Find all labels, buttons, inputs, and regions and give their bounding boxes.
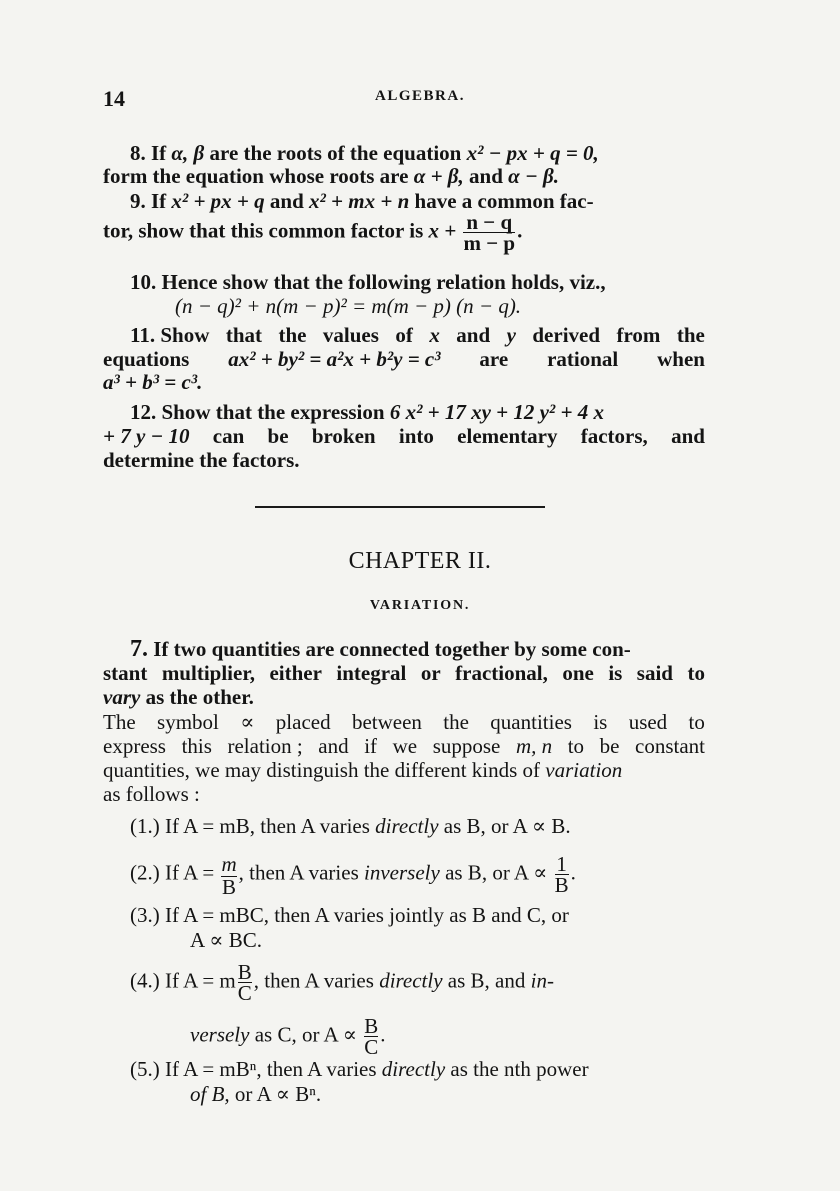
exercise-12-line-1: 12. Show that the expression 6 x² + 17 xy + 12 y² + 4 x bbox=[130, 400, 604, 424]
variation-rule-3-line-2: A ∝ BC. bbox=[190, 928, 262, 952]
variation-rule-4-line-2: versely as C, or A ∝ $\frac{B}{C}$ . bbox=[190, 1014, 386, 1059]
chapter-title: CHAPTER II. bbox=[348, 548, 492, 574]
exercise-11-line-3: a³ + b³ = c³. bbox=[103, 370, 203, 394]
exercise-9-line-1: 9. If x² + px + q and x² + mx + n have a common fac- bbox=[130, 189, 594, 213]
section-divider bbox=[255, 506, 545, 508]
page-number: 14 bbox=[103, 86, 125, 111]
exercise-12-line-2: + 7 y − 10 can be broken into elementary factors, and bbox=[103, 424, 705, 448]
paragraph-7-line-1: 7. If two quantities are connected together by some con- bbox=[130, 636, 631, 662]
variation-rule-5-line-2: of B, or A ∝ Bⁿ. bbox=[190, 1082, 322, 1106]
exercise-11-line-2: equations ax² + by² = a²x + b²y = c³ are rational when bbox=[103, 347, 705, 371]
paragraph-symbol-line-3: quantities, we may distinguish the different kinds of variation bbox=[103, 758, 623, 782]
fraction-1-over-b: $\frac{1}{B}$ bbox=[554, 852, 569, 897]
paragraph-symbol-line-2: express this relation ; and if we suppose m, n to be constant bbox=[103, 734, 705, 758]
exercise-11-line-1: 11. Show that the values of x and y derived from the bbox=[130, 323, 705, 347]
paragraph-7-line-2: stant multiplier, either integral or fractional, one is said to bbox=[103, 661, 705, 685]
variation-rule-1: (1.) If A = mB, then A varies directly as B, or A ∝ B. bbox=[130, 814, 571, 838]
paragraph-symbol-line-1: The symbol ∝ placed between the quantities is used to bbox=[103, 710, 705, 734]
fraction-m-over-b: $\frac{m}{B}$ bbox=[221, 852, 237, 899]
paragraph-7-line-3: vary as the other. bbox=[103, 685, 254, 709]
exercise-10-equation: (n − q)² + n(m − p)² = m(m − p) (n − q). bbox=[175, 294, 522, 318]
running-title: ALGEBRA. bbox=[375, 88, 465, 104]
exercise-9-line-2: tor, show that this common factor is x + $\frac{n - q}{m - p}$ . bbox=[103, 210, 523, 255]
exercise-10-line-1: 10. Hence show that the following relation holds, viz., bbox=[130, 270, 606, 294]
chapter-subtitle: VARIATION. bbox=[369, 598, 471, 613]
variation-rule-5: (5.) If A = mBⁿ, then A varies directly as the nth power bbox=[130, 1057, 589, 1081]
fraction-b-over-c: $\frac{B}{C}$ bbox=[237, 960, 252, 1005]
fraction-n-q-over-m-p: $\frac{n - q}{m - p}$ bbox=[463, 210, 516, 255]
paragraph-symbol-line-4: as follows : bbox=[103, 782, 200, 806]
exercise-8-line-1: 8. If α, β are the roots of the equation x² − px + q = 0, bbox=[130, 141, 599, 165]
variation-rule-4: (4.) If A = m $\frac{B}{C}$ , then A varies directly as B, and in- bbox=[130, 960, 554, 1005]
exercise-12-line-3: determine the factors. bbox=[103, 448, 300, 472]
variation-rule-3: (3.) If A = mBC, then A varies jointly as B and C, or bbox=[130, 903, 569, 927]
variation-rule-2: (2.) If $A = \frac{m}{B}$ , then A varies inversely as B, or A ∝ $\frac{1}{B}$ . bbox=[130, 852, 576, 899]
exercise-8-line-2: form the equation whose roots are α + β, and α − β. bbox=[103, 164, 560, 188]
fraction-b-over-c-2: $\frac{B}{C}$ bbox=[364, 1014, 379, 1059]
